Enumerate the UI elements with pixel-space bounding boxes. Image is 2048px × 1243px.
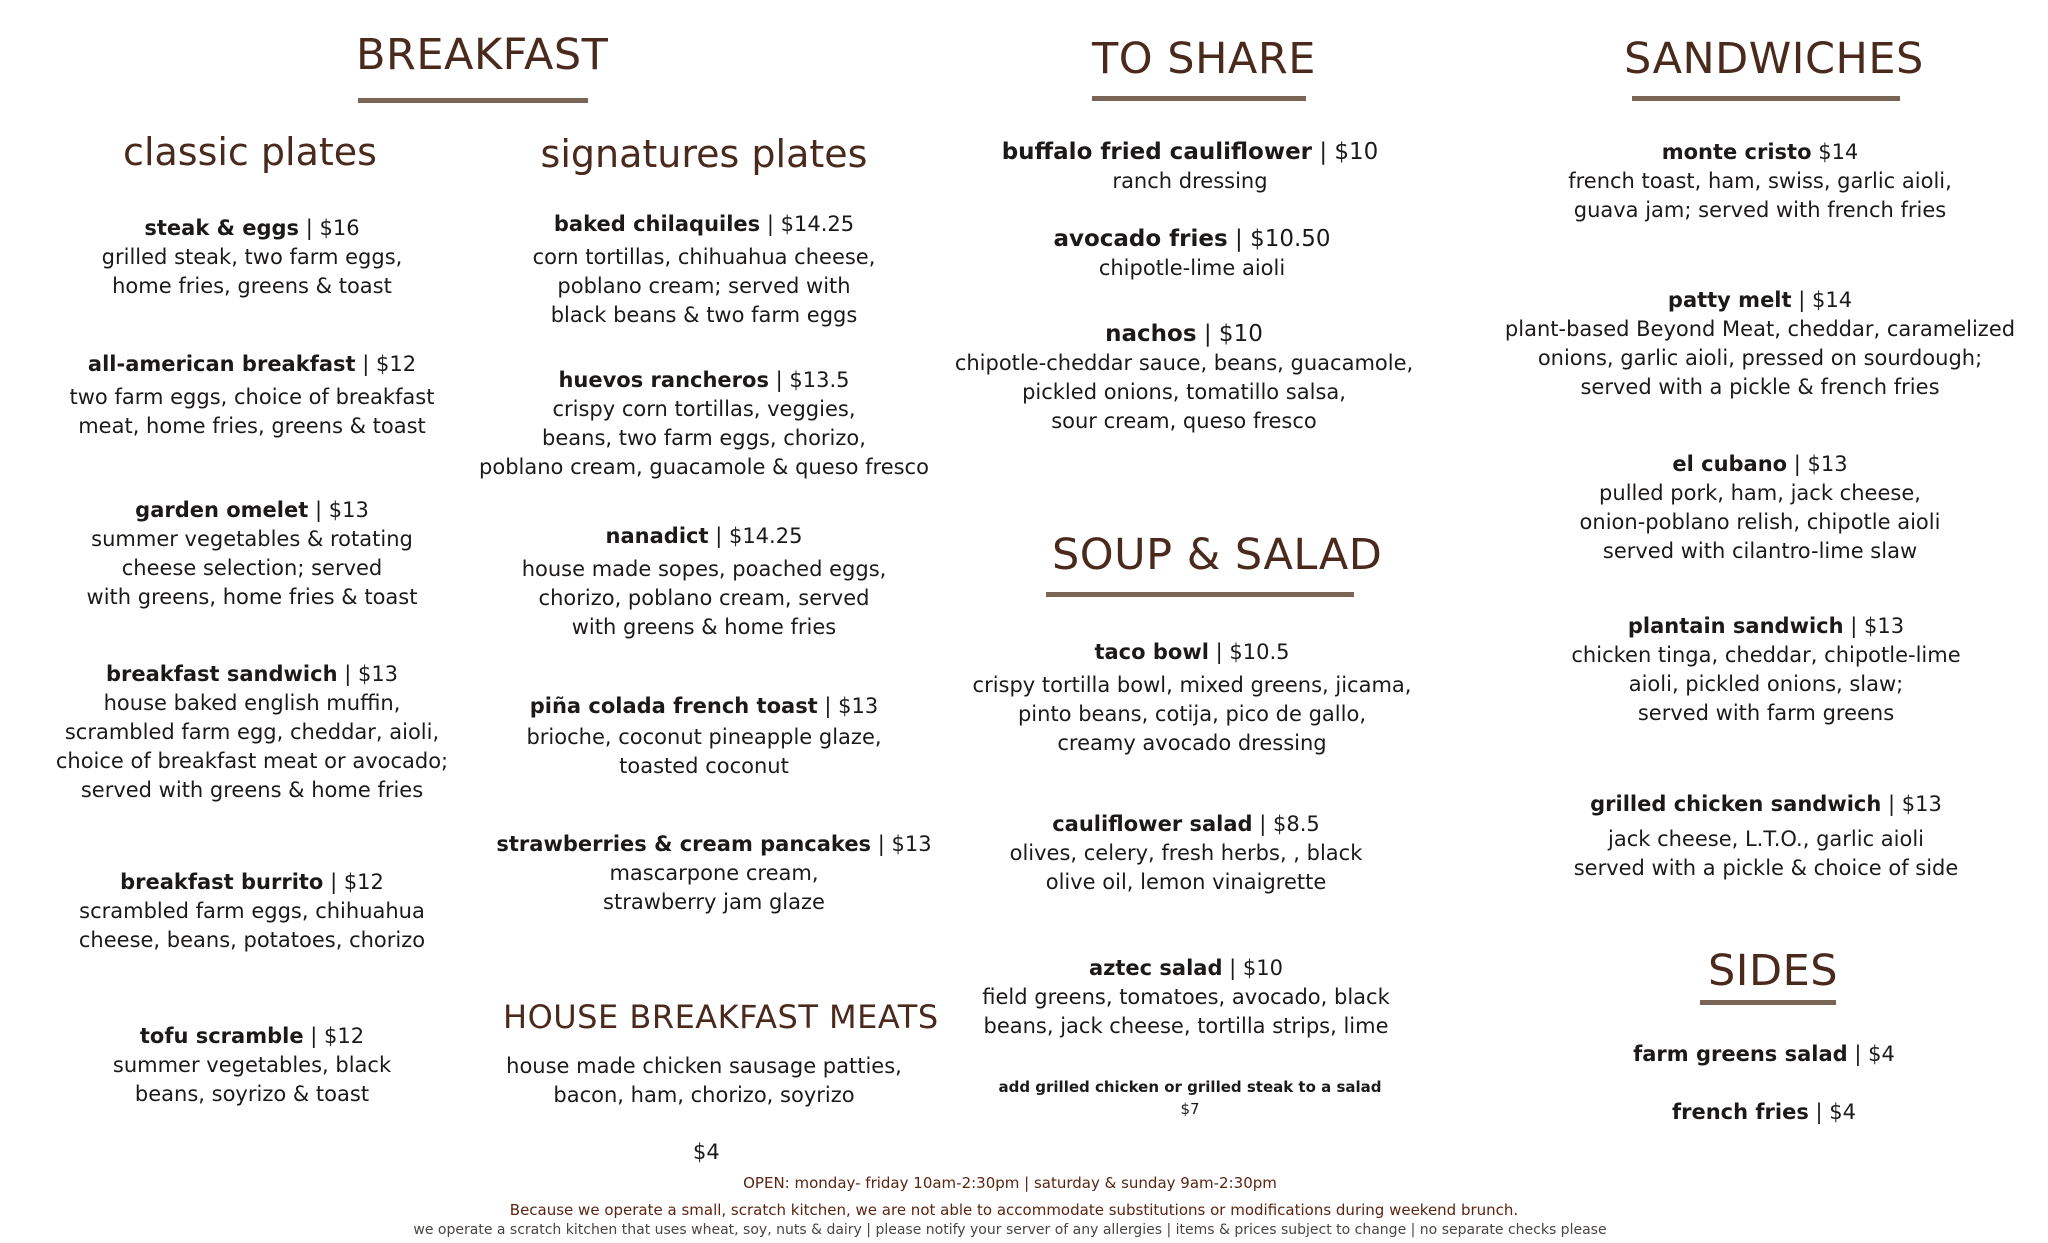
item-price: | $10 <box>1319 139 1379 165</box>
item-desc-line: two farm eggs, choice of breakfast <box>69 385 435 409</box>
item-desc-line: scrambled farm eggs, chihuahua <box>79 899 425 923</box>
item-name: tofu scramble <box>139 1024 304 1048</box>
menu-item-el-cubano <box>1580 450 1941 566</box>
item-price: | $13 <box>877 832 932 856</box>
menu-item-breakfast-sandwich <box>56 660 448 805</box>
item-price: | $13 <box>314 498 369 522</box>
allergy-notice: we operate a scratch kitchen that uses wheat, soy, nuts & dairy | please notify your server of any allergies | items & prices subject to change | no separate checks please <box>413 1222 1607 1238</box>
item-desc-line: summer vegetables, black <box>112 1053 392 1077</box>
item-name: piña colada french toast <box>529 694 818 718</box>
item-desc-line: pinto beans, cotija, pico de gallo, <box>1017 702 1367 726</box>
item-name: cauliflower salad <box>1052 812 1253 836</box>
item-name: french fries <box>1672 1100 1809 1124</box>
menu-item-farm-greens-salad <box>1633 1040 1895 1069</box>
sides-rule <box>1700 1000 1836 1005</box>
item-desc-line: crispy tortilla bowl, mixed greens, jicama, <box>972 673 1412 697</box>
item-desc-line: house baked english muffin, <box>103 691 401 715</box>
item-desc-line: cheese, beans, potatoes, chorizo <box>78 928 426 952</box>
item-price: | $12 <box>362 352 417 376</box>
item-name: strawberries & cream pancakes <box>496 832 872 856</box>
menu-item-nanadict <box>522 522 887 642</box>
menu-item-tofu-scramble <box>113 1022 391 1109</box>
item-desc-line: plant-based Beyond Meat, cheddar, caramelized <box>1504 317 2016 341</box>
menu-item-plantain-sandwich <box>1571 612 1960 728</box>
item-name: baked chilaquiles <box>553 212 761 236</box>
hours-line: OPEN: monday- friday 10am-2:30pm | saturday & sunday 9am-2:30pm <box>743 1174 1277 1192</box>
menu-item-avocado-fries <box>1053 225 1330 283</box>
item-desc-line: sour cream, queso fresco <box>1051 409 1317 433</box>
item-desc-line: beans, two farm eggs, chorizo, <box>542 426 866 450</box>
item-desc-line: brioche, coconut pineapple glaze, <box>526 725 882 749</box>
item-price: | $4 <box>1854 1042 1895 1066</box>
item-price: | $12 <box>330 870 384 894</box>
menu-item-breakfast-burrito <box>79 868 425 955</box>
item-desc-line: chorizo, poblano cream, served <box>538 586 870 610</box>
item-price: | $13 <box>1850 614 1905 638</box>
item-desc-line: with greens, home fries & toast <box>86 585 418 609</box>
item-desc-line: aioli, pickled onions, slaw; <box>1628 672 1904 696</box>
menu-item-steak-eggs <box>102 214 403 301</box>
item-desc-line: olives, celery, fresh herbs, , black <box>1009 841 1363 865</box>
item-price: | $13.5 <box>775 368 850 392</box>
item-desc-line: pulled pork, ham, jack cheese, <box>1599 481 1921 505</box>
item-desc-line: chicken tinga, cheddar, chipotle-lime <box>1571 643 1961 667</box>
sides-heading: SIDES <box>1708 946 1839 996</box>
item-desc-line: chipotle-lime aioli <box>1098 256 1286 280</box>
item-name: farm greens salad <box>1633 1042 1848 1066</box>
menu-item-buffalo-fried-cauliflower <box>1002 138 1379 196</box>
item-desc-line: guava jam; served with french fries <box>1573 198 1947 222</box>
classic-plates-title: classic plates <box>123 130 377 174</box>
item-desc-line: onion-poblano relish, chipotle aioli <box>1579 510 1941 534</box>
menu-item-huevos-rancheros <box>479 366 929 482</box>
item-desc-line: served with farm greens <box>1637 701 1895 725</box>
menu-item-taco-bowl <box>973 638 1412 758</box>
item-price: | $16 <box>305 216 360 240</box>
item-name: patty melt <box>1667 288 1792 312</box>
item-desc-line: ranch dressing <box>1112 169 1268 193</box>
addon-price: $7 <box>1180 1100 1200 1118</box>
item-desc-line: toasted coconut <box>619 754 789 778</box>
item-name: breakfast burrito <box>120 870 324 894</box>
item-price: | $4 <box>1815 1100 1856 1124</box>
item-price: | $10 <box>1203 321 1263 347</box>
addon-text: add grilled chicken or grilled steak to a salad <box>998 1078 1382 1096</box>
item-desc-line: served with a pickle & choice of side <box>1573 856 1959 880</box>
menu-item-aztec-salad <box>982 954 1389 1041</box>
item-name: buffalo fried cauliflower <box>1001 139 1313 165</box>
menu-item-monte-cristo <box>1568 138 1952 225</box>
brunch-notice: Because we operate a small, scratch kitchen, we are not able to accommodate substitutions or modifications during weekend brunch. <box>509 1201 1519 1219</box>
item-desc-line: chipotle-cheddar sauce, beans, guacamole, <box>954 351 1414 375</box>
item-price: | $14.25 <box>715 524 803 548</box>
item-price: | $13 <box>344 662 399 686</box>
item-desc-line: poblano cream; served with <box>557 274 851 298</box>
item-desc-line: served with cilantro-lime slaw <box>1602 539 1918 563</box>
item-desc-line: with greens & home fries <box>571 615 837 639</box>
item-price: | $10 <box>1229 956 1284 980</box>
menu-item-cauliflower-salad <box>1010 810 1363 897</box>
item-desc-line: black beans & two farm eggs <box>550 303 858 327</box>
menu-item-patty-melt <box>1505 286 2015 402</box>
menu-item-all-american-breakfast <box>70 350 435 441</box>
salad-addon-note <box>998 1076 1381 1120</box>
item-desc-line: pickled onions, tomatillo salsa, <box>1022 380 1346 404</box>
item-price: | $12 <box>310 1024 365 1048</box>
item-price: | $8.5 <box>1259 812 1320 836</box>
soup-salad-heading: SOUP & SALAD <box>1052 530 1383 580</box>
item-desc-line: creamy avocado dressing <box>1057 731 1327 755</box>
item-desc-line: mascarpone cream, <box>609 861 819 885</box>
menu-item-strawberries-cream-pancakes <box>496 830 931 917</box>
breakfast-rule <box>358 98 588 103</box>
item-name: taco bowl <box>1094 640 1209 664</box>
item-price: | $14.25 <box>766 212 855 236</box>
item-name: plantain sandwich <box>1627 614 1844 638</box>
menu-item-baked-chilaquiles <box>533 210 876 330</box>
item-desc-line: home fries, greens & toast <box>112 274 392 298</box>
item-name: nanadict <box>605 524 709 548</box>
item-name: aztec salad <box>1088 956 1223 980</box>
item-name: breakfast sandwich <box>105 662 338 686</box>
item-price: | $14 <box>1798 288 1853 312</box>
item-price: | $10.5 <box>1215 640 1290 664</box>
item-desc-line: olive oil, lemon vinaigrette <box>1045 870 1327 894</box>
item-name: avocado fries <box>1053 226 1228 252</box>
breakfast-heading: BREAKFAST <box>356 30 609 80</box>
sandwiches-heading: SANDWICHES <box>1624 34 1924 84</box>
item-price: | $13 <box>1888 792 1942 816</box>
item-desc-line: summer vegetables & rotating <box>91 527 413 551</box>
house-meats-desc <box>506 1052 902 1110</box>
item-name: grilled chicken sandwich <box>1590 792 1882 816</box>
item-desc-line: house made sopes, poached eggs, <box>521 557 887 581</box>
item-price: | $10.50 <box>1235 226 1331 252</box>
item-desc-line: bacon, ham, chorizo, soyrizo <box>553 1083 855 1107</box>
item-price: | $13 <box>824 694 879 718</box>
item-desc-line: beans, soyrizo & toast <box>134 1082 370 1106</box>
item-desc-line: scrambled farm egg, cheddar, aioli, <box>64 720 440 744</box>
item-desc-line: grilled steak, two farm eggs, <box>101 245 403 269</box>
item-name: all-american breakfast <box>87 352 356 376</box>
item-desc-line: strawberry jam glaze <box>603 890 825 914</box>
item-desc-line: corn tortillas, chihuahua cheese, <box>532 245 876 269</box>
house-meats-price: $4 <box>693 1140 720 1164</box>
item-desc-line: meat, home fries, greens & toast <box>78 414 426 438</box>
menu-item-french-fries <box>1672 1098 1856 1127</box>
to-share-rule <box>1092 96 1306 101</box>
item-name: monte cristo <box>1661 140 1812 164</box>
item-desc-line: served with greens & home fries <box>80 778 424 802</box>
item-desc-line: cheese selection; served <box>121 556 383 580</box>
menu-item-grilled-chicken-sandwich <box>1574 790 1959 883</box>
item-desc-line: field greens, tomatoes, avocado, black <box>982 985 1390 1009</box>
soup-salad-rule <box>1046 592 1354 597</box>
item-name: steak & eggs <box>144 216 300 240</box>
item-desc-line: french toast, ham, swiss, garlic aioli, <box>1568 169 1952 193</box>
sandwiches-rule <box>1632 96 1900 101</box>
item-desc-line: house made chicken sausage patties, <box>506 1054 902 1078</box>
item-desc-line: jack cheese, L.T.O., garlic aioli <box>1607 827 1925 851</box>
item-name: nachos <box>1105 321 1197 347</box>
item-desc-line: poblano cream, guacamole & queso fresco <box>479 455 929 479</box>
item-desc-line: beans, jack cheese, tortilla strips, lime <box>983 1014 1389 1038</box>
signature-plates-title: signatures plates <box>540 132 868 176</box>
menu-item-garden-omelet <box>87 496 418 612</box>
house-meats-heading: HOUSE BREAKFAST MEATS <box>503 998 939 1036</box>
menu-item-nachos <box>955 320 1413 436</box>
item-price: $14 <box>1818 140 1859 164</box>
item-desc-line: choice of breakfast meat or avocado; <box>55 749 449 773</box>
item-desc-line: onions, garlic aioli, pressed on sourdough; <box>1537 346 1983 370</box>
item-name: garden omelet <box>135 498 309 522</box>
item-name: el cubano <box>1672 452 1788 476</box>
menu-item-pina-colada-french-toast <box>526 692 881 781</box>
item-desc-line: crispy corn tortillas, veggies, <box>552 397 856 421</box>
item-desc-line: served with a pickle & french fries <box>1580 375 1940 399</box>
to-share-heading: TO SHARE <box>1092 34 1316 84</box>
item-price: | $13 <box>1793 452 1848 476</box>
item-name: huevos rancheros <box>558 368 769 392</box>
